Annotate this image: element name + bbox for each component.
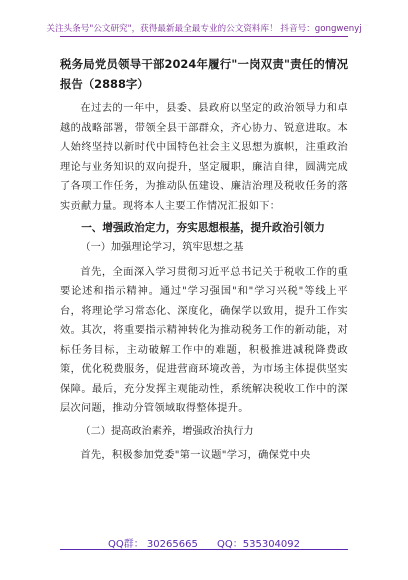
subsection-heading-2: （二）提高政治素养，增强政治执行力 [80,425,254,437]
footer-qq-number: QQ：535304092 [217,539,301,550]
subsection-1-paragraph: 首先，全面深入学习贯彻习近平总书记关于税收工作的重要论述和指示精神。通过"学习强国"和"学习兴税"等线上平台，将理论学习常态化、深度化，确保学以致用，提升工作实效。其次，将重要指示精神转化为推动税务工作的新动能，对标任务目标，主动破解工作中的难题，积极推进减税降费政策，优化税费服务，促进营商环境改善，为市场主体提供坚实保障。最后，充分发挥主观能动性，系统解决税收工作中的深层次问题，推动分管领域取得整体提升。 [60,266,348,414]
intro-paragraph: 在过去的一年中，县委、县政府以坚定的政治领导力和卓越的战略部署，带领全县干部群众，齐心协力、锐意进取。本人始终坚持以新时代中国特色社会主义思想为旗帜，注重政治理论与业务知识的双向提升，坚定履职，廉洁自律，圆满完成了各项工作任务，为推动队伍建设、廉洁治理及税收任务的落实贡献力量。现将本人主要工作情况汇报如下： [60,103,348,212]
footer-contact [0,535,408,550]
section-heading-1: 一、增强政治定力，夯实思想根基，提升政治引领力 [81,222,325,234]
document-title: 税务局党员领导干部2024年履行"一岗双责"责任的情况报告（2888字） [60,57,348,91]
subsection-heading-1: （一）加强理论学习，筑牢思想之基 [80,242,244,253]
header-divider [60,36,348,37]
footer-qq-group: QQ群： 30265665 [107,539,198,550]
document-body [60,54,348,466]
subsection-2-paragraph: 首先，积极参加党委"第一议题"学习，确保党中央 [80,450,311,461]
footer-divider [60,549,348,550]
header-note: 关注头条号"公文研究"，获得最新最全最专业的公文资料库！ 抖音号：gongwenyj [46,24,362,34]
